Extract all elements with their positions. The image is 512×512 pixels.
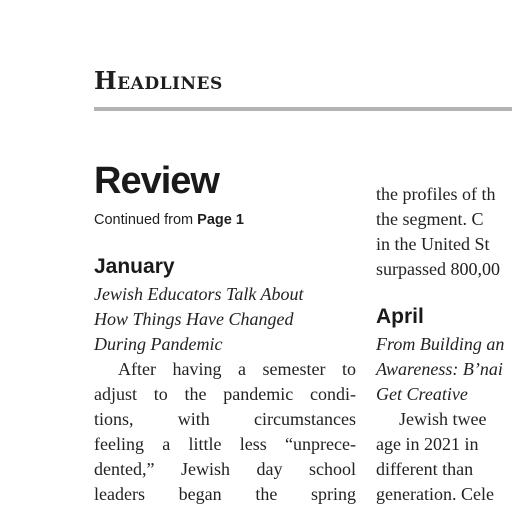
heading-divider bbox=[94, 107, 512, 111]
body-line: dented,” Jewish day school bbox=[94, 459, 356, 479]
month-heading-april: April bbox=[376, 305, 424, 328]
body-line: Jewish twee bbox=[399, 409, 487, 429]
body-line: leaders began the spring bbox=[94, 484, 356, 504]
body-line: adjust to the pandemic condi- bbox=[94, 384, 356, 404]
body-line: After having a semester to bbox=[118, 359, 356, 379]
body-line: surpassed 800,00 bbox=[376, 259, 500, 279]
body-line: the segment. C bbox=[376, 209, 484, 229]
body-line: in the United St bbox=[376, 234, 490, 254]
continued-line bbox=[94, 212, 244, 228]
body-line: generation. Cele bbox=[376, 484, 494, 504]
subhead-line: Get Creative bbox=[376, 384, 468, 404]
subhead-line: From Building an bbox=[376, 334, 505, 354]
article-title: Review bbox=[94, 160, 219, 202]
body-line: different than bbox=[376, 459, 474, 479]
month-heading-january: January bbox=[94, 255, 175, 278]
subhead-line: How Things Have Changed bbox=[94, 309, 294, 329]
body-line: the profiles of th bbox=[376, 184, 496, 204]
continued-page-link[interactable]: Page 1 bbox=[197, 212, 244, 228]
body-line: feeling a little less “unprece- bbox=[94, 434, 356, 454]
subhead-line: During Pandemic bbox=[94, 334, 223, 354]
body-line: tions, with circumstances bbox=[94, 409, 356, 429]
section-heading: Headlines bbox=[94, 66, 223, 95]
subhead-line: Jewish Educators Talk About bbox=[94, 284, 304, 304]
subhead-line: Awareness: B’nai bbox=[376, 359, 503, 379]
body-line: age in 2021 in bbox=[376, 434, 479, 454]
continued-prefix: Continued from bbox=[94, 212, 198, 228]
